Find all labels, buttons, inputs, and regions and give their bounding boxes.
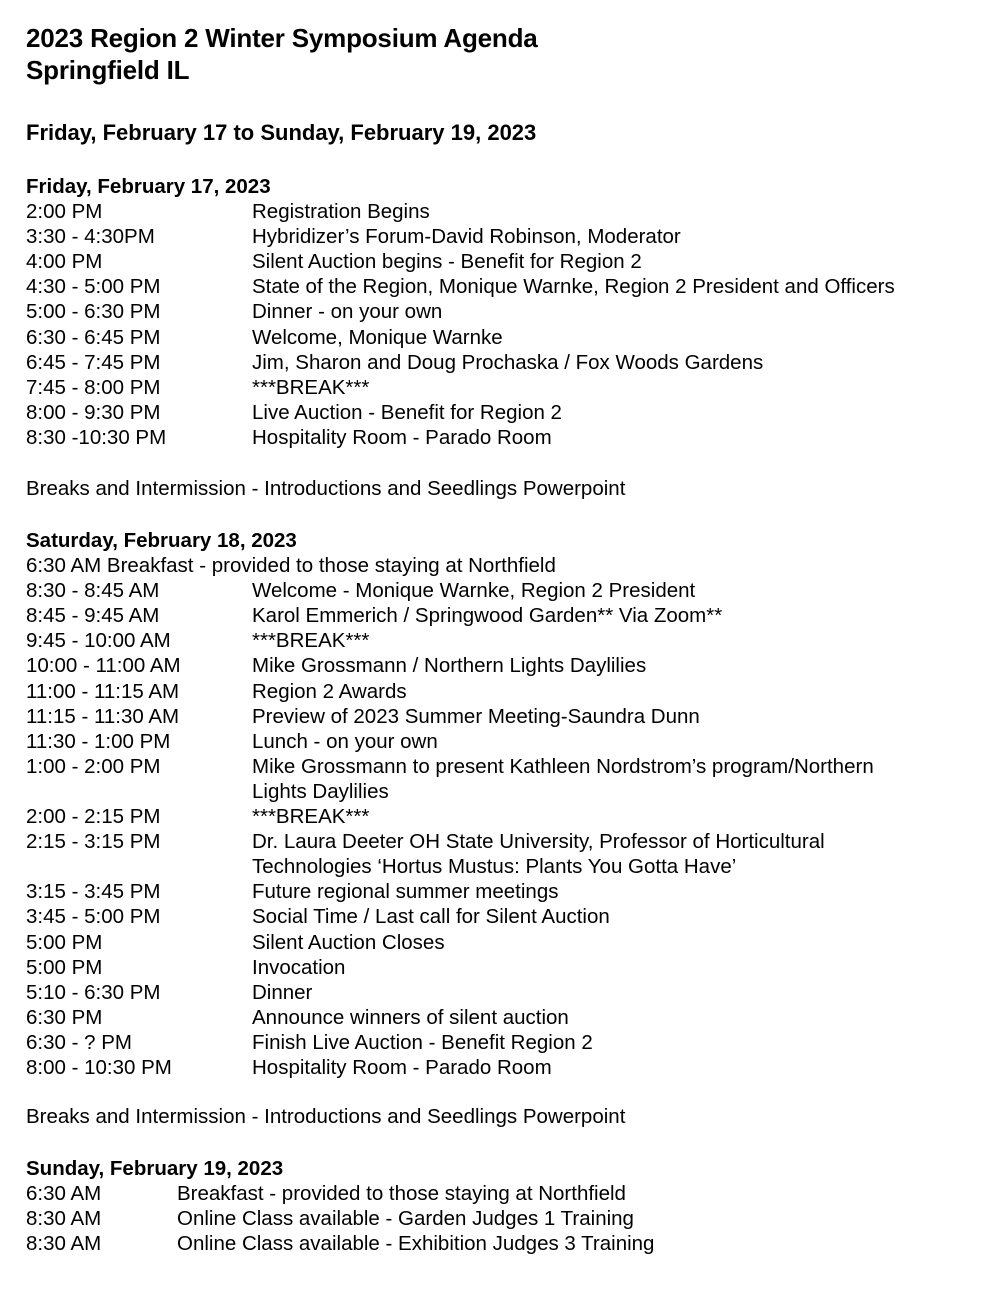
agenda-time: 8:30 -10:30 PM: [26, 425, 167, 449]
agenda-row: [26, 1206, 986, 1231]
agenda-time: 10:00 - 11:00 AM: [26, 654, 181, 678]
agenda-row: [26, 628, 986, 653]
agenda-time: 5:10 - 6:30 PM: [26, 980, 161, 1004]
sunday-section: [26, 1156, 986, 1256]
agenda-row-continued: [26, 854, 986, 879]
day-heading: Saturday, February 18, 2023: [26, 529, 297, 552]
agenda-time: 3:15 - 3:45 PM: [26, 880, 161, 904]
agenda-event: Breakfast - provided to those staying at Northfield: [177, 1182, 626, 1206]
agenda-row: [26, 249, 986, 274]
agenda-time: 5:00 - 6:30 PM: [26, 300, 161, 324]
agenda-event: Region 2 Awards: [252, 679, 407, 703]
agenda-time: 8:30 AM: [26, 1207, 102, 1231]
agenda-time: 4:00 PM: [26, 250, 103, 274]
agenda-time: 6:30 - ? PM: [26, 1030, 132, 1054]
agenda-time: 2:00 PM: [26, 200, 103, 224]
agenda-row: [26, 879, 986, 904]
agenda-time: 11:00 - 11:15 AM: [26, 679, 180, 703]
agenda-event: Mike Grossmann / Northern Lights Daylilies: [252, 654, 647, 678]
agenda-event: Invocation: [252, 955, 346, 979]
agenda-event: Preview of 2023 Summer Meeting-Saundra Dunn: [252, 704, 700, 728]
agenda-event: Finish Live Auction - Benefit Region 2: [252, 1030, 593, 1054]
agenda-row-continued: [26, 779, 986, 804]
agenda-event: Jim, Sharon and Doug Prochaska / Fox Woods Gardens: [252, 350, 764, 374]
friday-section: [26, 174, 986, 450]
agenda-time: 5:00 PM: [26, 955, 103, 979]
agenda-event: Welcome - Monique Warnke, Region 2 President: [252, 579, 696, 603]
agenda-row: [26, 829, 986, 854]
agenda-row: [26, 1030, 986, 1055]
saturday-note: Breaks and Intermission - Introductions and Seedlings Powerpoint: [26, 1105, 626, 1128]
agenda-event: Lunch - on your own: [252, 729, 438, 753]
title-line-1: 2023 Region 2 Winter Symposium Agenda: [26, 23, 538, 53]
agenda-event: Dr. Laura Deeter OH State University, Professor of Horticultural: [252, 830, 825, 854]
agenda-time: 2:15 - 3:15 PM: [26, 830, 161, 854]
agenda-row: [26, 1181, 986, 1206]
agenda-event: Welcome, Monique Warnke: [252, 325, 503, 349]
agenda-event: Dinner - on your own: [252, 300, 443, 324]
agenda-time: 6:30 - 6:45 PM: [26, 325, 161, 349]
agenda-row: [26, 603, 986, 628]
agenda-time: 4:30 - 5:00 PM: [26, 275, 161, 299]
agenda-event: Karol Emmerich / Springwood Garden** Via Zoom**: [252, 604, 723, 628]
agenda-row: [26, 350, 986, 375]
agenda-time: 8:00 - 10:30 PM: [26, 1055, 172, 1079]
agenda-event: Hospitality Room - Parado Room: [252, 425, 552, 449]
agenda-event: Hospitality Room - Parado Room: [252, 1055, 552, 1079]
agenda-event: Future regional summer meetings: [252, 880, 559, 904]
agenda-time: 8:45 - 9:45 AM: [26, 604, 160, 628]
agenda-event: Mike Grossmann to present Kathleen Nordstrom’s program/Northern: [252, 754, 874, 778]
agenda-event: Hybridizer’s Forum-David Robinson, Moderator: [252, 225, 681, 249]
friday-note: Breaks and Intermission - Introductions and Seedlings Powerpoint: [26, 477, 626, 500]
agenda-row: [26, 274, 986, 299]
agenda-row: [26, 729, 986, 754]
agenda-row: [26, 224, 986, 249]
agenda-event: State of the Region, Monique Warnke, Region 2 President and Officers: [252, 275, 895, 299]
agenda-time: 11:30 - 1:00 PM: [26, 729, 171, 753]
breakfast-line: 6:30 AM Breakfast - provided to those staying at Northfield: [26, 554, 556, 578]
agenda-row: [26, 653, 986, 678]
agenda-event: Online Class available - Exhibition Judges 3 Training: [177, 1232, 655, 1256]
agenda-event: Live Auction - Benefit for Region 2: [252, 400, 562, 424]
agenda-time: 6:45 - 7:45 PM: [26, 350, 161, 374]
agenda-event-continued: Technologies ‘Hortus Mustus: Plants You Gotta Have’: [252, 855, 737, 879]
agenda-time: 6:30 PM: [26, 1005, 103, 1029]
agenda-row: [26, 754, 986, 779]
agenda-time: 2:00 - 2:15 PM: [26, 805, 161, 829]
agenda-row: [26, 804, 986, 829]
agenda-time: 5:00 PM: [26, 930, 103, 954]
agenda-event: ***BREAK***: [252, 805, 370, 829]
agenda-time: 3:45 - 5:00 PM: [26, 905, 161, 929]
agenda-time: 7:45 - 8:00 PM: [26, 375, 161, 399]
agenda-row: [26, 980, 986, 1005]
agenda-event: ***BREAK***: [252, 375, 370, 399]
agenda-row: [26, 425, 986, 450]
agenda-time: 9:45 - 10:00 AM: [26, 629, 171, 653]
saturday-section: [26, 528, 986, 1080]
agenda-event: Dinner: [252, 980, 313, 1004]
agenda-time: 8:00 - 9:30 PM: [26, 400, 161, 424]
agenda-event: Registration Begins: [252, 200, 430, 224]
agenda-title: [26, 22, 538, 86]
agenda-event: Social Time / Last call for Silent Auction: [252, 905, 610, 929]
agenda-row: [26, 904, 986, 929]
agenda-time: 6:30 AM: [26, 1182, 102, 1206]
title-line-2: Springfield IL: [26, 55, 190, 85]
agenda-time: 11:15 - 11:30 AM: [26, 704, 180, 728]
agenda-event: Silent Auction Closes: [252, 930, 445, 954]
agenda-row: [26, 679, 986, 704]
agenda-row: [26, 578, 986, 603]
agenda-time: 8:30 - 8:45 AM: [26, 579, 160, 603]
date-range: Friday, February 17 to Sunday, February 19, 2023: [26, 120, 537, 145]
agenda-row: [26, 1231, 986, 1256]
agenda-row: [26, 1005, 986, 1030]
day-heading: Sunday, February 19, 2023: [26, 1157, 284, 1180]
agenda-event: Announce winners of silent auction: [252, 1005, 569, 1029]
agenda-time: 1:00 - 2:00 PM: [26, 754, 161, 778]
agenda-row: [26, 930, 986, 955]
agenda-row: [26, 1055, 986, 1080]
agenda-row: [26, 955, 986, 980]
day-heading: Friday, February 17, 2023: [26, 175, 271, 198]
agenda-row: [26, 299, 986, 324]
agenda-event-continued: Lights Daylilies: [252, 779, 389, 803]
agenda-row: [26, 704, 986, 729]
agenda-time: 3:30 - 4:30PM: [26, 225, 155, 249]
agenda-row: [26, 400, 986, 425]
agenda-row: [26, 325, 986, 350]
agenda-time: 8:30 AM: [26, 1232, 102, 1256]
agenda-event: ***BREAK***: [252, 629, 370, 653]
agenda-event: Online Class available - Garden Judges 1 Training: [177, 1207, 634, 1231]
agenda-row: [26, 375, 986, 400]
agenda-row: [26, 199, 986, 224]
agenda-event: Silent Auction begins - Benefit for Region 2: [252, 250, 642, 274]
